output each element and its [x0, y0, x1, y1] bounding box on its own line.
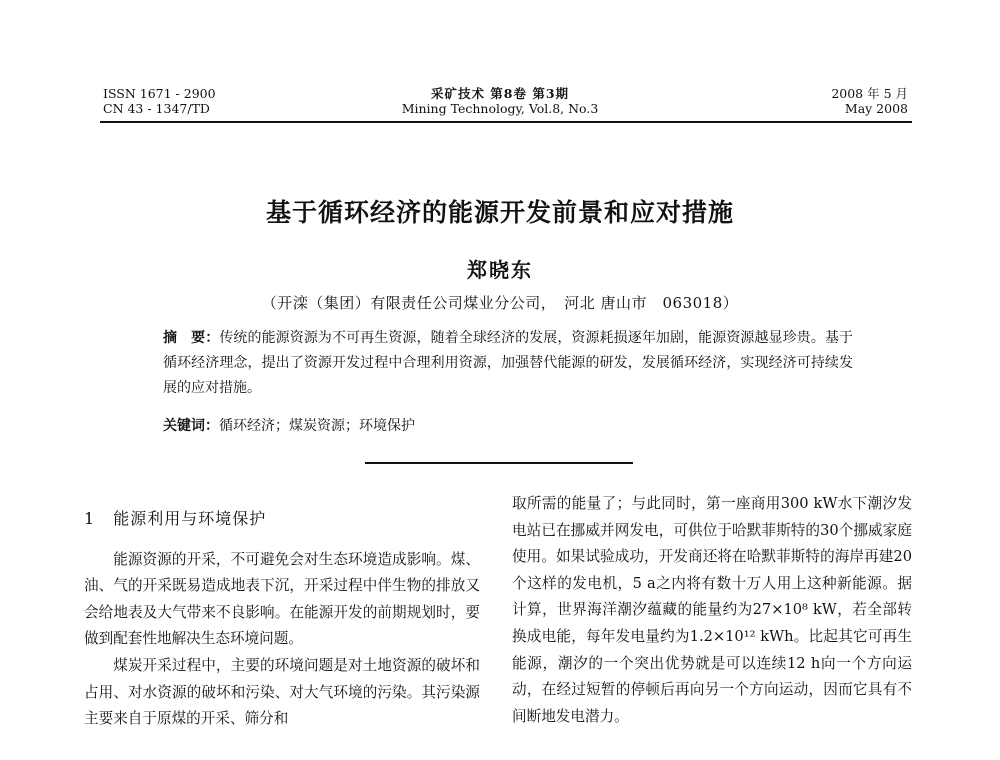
right-column: [512, 491, 912, 730]
body-paragraph: 煤炭开采过程中，主要的环境问题是对土地资源的破坏和占用、对水资源的破坏和污染、对大气环境的污染。其污染源主要来自于原煤的开采、筛分和: [84, 656, 480, 728]
abstract-label: 摘 要：: [163, 330, 220, 346]
header-rule: [100, 121, 912, 123]
author-affiliation: （开滦（集团）有限责任公司煤业分公司， 河北 唐山市 063018）: [261, 294, 739, 312]
keywords-text: 循环经济；煤炭资源；环境保护: [219, 418, 415, 434]
abstract-separator: [365, 462, 633, 464]
abstract-text: 传统的能源资源为不可再生资源，随着全球经济的发展，资源耗损逐年加剧，能源资源越显珍贵。基于循环经济理念，提出了资源开发过程中合理利用资源，加强替代能源的研发，发展循环经济，实现经济可持续发展的应对措施。: [163, 330, 854, 396]
section-title: 能源利用与环境保护: [113, 509, 267, 528]
left-column: [84, 506, 480, 733]
section-heading: [84, 506, 480, 533]
section-number: 1: [84, 509, 96, 528]
article-title: 基于循环经济的能源开发前景和应对措施: [265, 198, 734, 227]
journal-date-block: [831, 86, 908, 116]
article-author: 郑晓东: [467, 258, 533, 282]
cn-line: CN 43 - 1347/TD: [103, 101, 210, 116]
issn-line: ISSN 1671 - 2900: [103, 86, 216, 101]
keywords: [163, 414, 853, 439]
date-en: May 2008: [844, 101, 908, 116]
date-cn: 2008 年 5 月: [831, 86, 908, 101]
abstract: [163, 326, 853, 401]
body-paragraph: 取所需的能量了；与此同时，第一座商用300 kW水下潮汐发电站已在挪威并网发电，可供位于哈默菲斯特的30个挪威家庭使用。如果试验成功，开发商还将在哈默菲斯特的海岸再建20个这样的发电机，5 a之内将有数十万人用上这种新能源。据计算，世界海洋潮汐蕴藏的能量约为27×10⁸ kW，若全部转换成电能，每年发电量约为1.2×10¹² kWh。比起其它可再生能源，潮汐的一个突出优势就是可以连续12 h向一个方向运动，在经过短暂的停顿后再向另一个方向运动，因而它具有不间断地发电潜力。: [512, 495, 912, 725]
journal-name-cn: 采矿技术 第8卷 第3期: [430, 86, 570, 101]
body-paragraph: 能源资源的开采，不可避免会对生态环境造成影响。煤、油、气的开采既易造成地表下沉，开采过程中伴生物的排放又会给地表及大气带来不良影响。在能源开发的前期规划时，要做到配套性地解决生态环境问题。: [84, 550, 480, 648]
keywords-label: 关键词：: [163, 418, 219, 434]
journal-name-en: Mining Technology, Vol.8, No.3: [401, 101, 599, 116]
